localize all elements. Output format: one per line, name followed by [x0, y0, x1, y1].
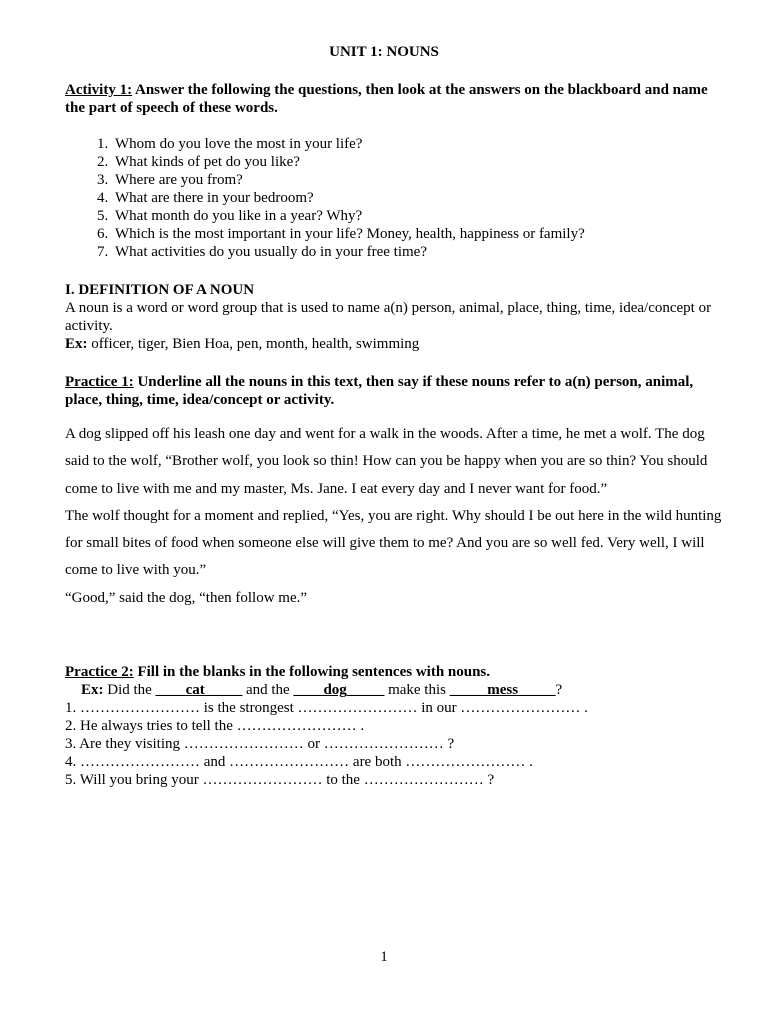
practice1-label: Practice 1: [65, 374, 134, 390]
fill-in-item: 1. …………………… is the strongest …………………… in our …………………… . [65, 700, 588, 716]
example-text: officer, tiger, Bien Hoa, pen, month, health, swimming [87, 336, 420, 352]
practice2-label: Practice 2: [65, 664, 134, 680]
question-item: 2. What kinds of pet do you like? [112, 153, 725, 171]
example-label: Ex: [65, 336, 88, 352]
activity1-question-list [65, 135, 725, 261]
practice1-instruction [65, 373, 725, 409]
question-item: 4. What are there in your bedroom? [112, 189, 725, 207]
question-item: 5. What month do you like in a year? Why? [112, 207, 725, 225]
definition-text: A noun is a word or word group that is used to name a(n) person, animal, place, thing, time, idea/concept or activity. [65, 300, 712, 334]
activity1-text: Answer the following the questions, then look at the answers on the blackboard and name the part of speech of these words. [65, 82, 708, 116]
example-text: make this [384, 682, 450, 698]
practice2-example [65, 681, 725, 699]
fill-in-sentences [65, 699, 725, 789]
page-title: UNIT 1: NOUNS [329, 44, 439, 60]
example-answer: _____mess_____ [449, 682, 556, 698]
example-text: Did the [103, 682, 156, 698]
story-paragraph: “Good,” said the dog, “then follow me.” [65, 589, 308, 606]
activity1-instruction [65, 81, 725, 117]
example-text: and the [242, 682, 294, 698]
example-answer: ____cat_____ [155, 682, 243, 698]
example-text: ? [555, 682, 563, 698]
fill-in-item: 4. …………………… and …………………… are both …………………… . [65, 754, 533, 770]
practice1-text: Underline all the nouns in this text, then say if these nouns refer to a(n) person, animal, place, thing, time, idea/concept or activity. [65, 374, 694, 408]
question-item: 3. Where are you from? [112, 171, 725, 189]
page-number: 1 [380, 949, 388, 965]
definition-example [65, 335, 725, 353]
fill-in-item: 2. He always tries to tell the …………………… . [65, 718, 365, 734]
story-text [65, 421, 729, 612]
story-paragraph: A dog slipped off his leash one day and went for a walk in the woods. After a time, he met a wolf. The dog said to the wolf, “Brother wolf, you look so thin! How can you be happy when you are so thin? You should come to live with me and my master, Ms. Jane. I eat every day and I never want for food.” [65, 426, 708, 497]
question-item: 1. Whom do you love the most in your life? [112, 135, 725, 153]
definition-heading: I. DEFINITION OF A NOUN [65, 282, 255, 298]
example-label: Ex: [81, 682, 104, 698]
story-paragraph: The wolf thought for a moment and replied, “Yes, you are right. Why should I be out here in the wild hunting for small bites of food when someone else will give them to me? And you are so well fed. Very well, I will come to live with you.” [65, 507, 722, 579]
activity1-label: Activity 1: [65, 82, 133, 98]
question-item: 7. What activities do you usually do in your free time? [112, 243, 725, 261]
example-answer: ____dog_____ [293, 682, 385, 698]
question-item: 6. Which is the most important in your life? Money, health, happiness or family? [112, 225, 725, 243]
practice2-instruction [65, 663, 725, 681]
practice2-text: Fill in the blanks in the following sentences with nouns. [133, 664, 491, 680]
fill-in-item: 5. Will you bring your …………………… to the …………………… ? [65, 772, 495, 788]
fill-in-item: 3. Are they visiting …………………… or …………………… ? [65, 736, 455, 752]
